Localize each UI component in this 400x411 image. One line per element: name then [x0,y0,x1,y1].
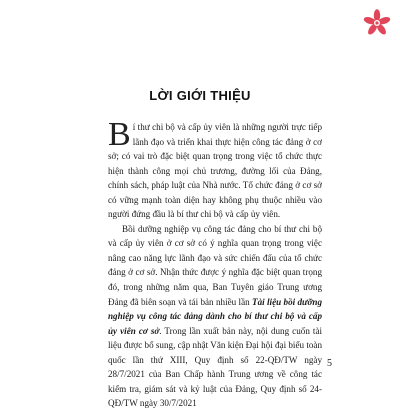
paragraph-2 [108,222,322,411]
book-title-italic: Tài liệu bồi dưỡng nghiệp vụ công tác đảng dành cho bí thư chi bộ và cấp ủy viên cơ sở [108,296,322,336]
paragraph-1 [108,116,322,222]
paragraph-2-text-after: . Trong lần xuất bản này, nội dung cuốn tài liệu được bổ sung, cập nhật Văn kiện Đại hội đại biểu toàn quốc lần thứ XIII, Quy định số 22-QĐ/TW ngày 28/7/2021 của Ban Chấp hành Trung ương về công tác kiểm tra, giám sát và kỷ luật của Đảng, Quy định số 24-QĐ/TW ngày 30/7/2021 [108,325,323,409]
paragraph-1-text: í thư chi bộ và cấp ủy viên là những người trực tiếp lãnh đạo và triển khai thực hiện công tác đảng ở cơ sở; có vai trò đặc biệt quan trọng trong việc tổ chức thực hiện thành công mọi chủ trương, đường lối của Đảng, chính sách, pháp luật của Nhà nước. Tổ chức đảng ở cơ sở có vững mạnh toàn diện hay không phụ thuộc nhiều vào người đứng đầu là bí thư chi bộ và cấp ủy viên. [108,122,322,220]
page-number: 5 [327,358,332,369]
paragraph-2-text-before: Bồi dưỡng nghiệp vụ công tác đảng cho bí thư chi bộ và cấp ủy viên ở cơ sở có ý nghĩa quan trọng trong việc nâng cao năng lực lãnh đạo và sức chiến đấu của tổ chức đảng ở cơ sở. Nhận thức được ý nghĩa đặc biệt quan trọng đó, trong những năm qua, Ban Tuyên giáo Trung ương Đảng đã biên soạn và tái bản nhiều lần [108,223,322,307]
introduction-text [108,116,323,411]
page-title: LỜI GIỚI THIỆU [149,88,251,103]
flower-logo-icon [362,8,392,38]
drop-cap-letter: B [108,116,131,153]
